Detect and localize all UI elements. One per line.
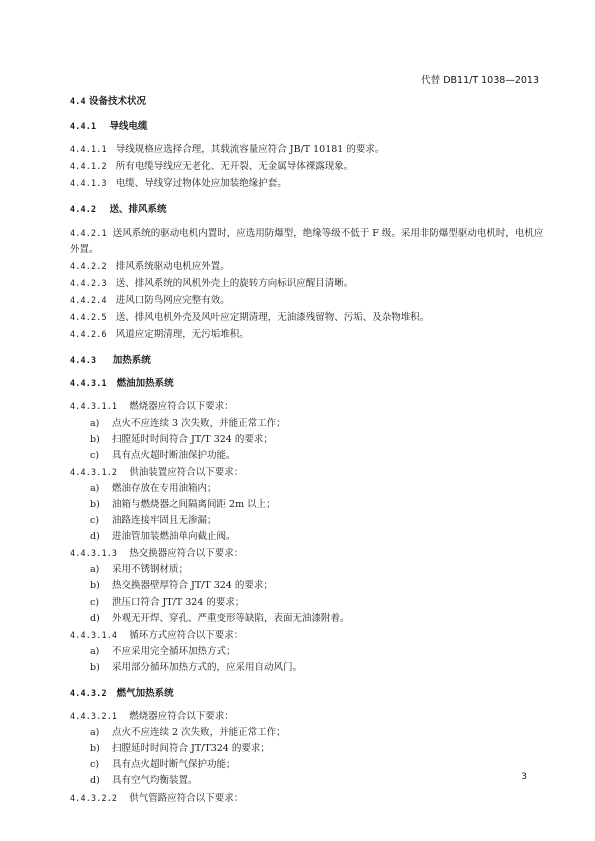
clause-4-4-2-6: 4.4.2.6 风道应定期清理，无污垢堆积。 xyxy=(70,329,249,341)
clause-4-4-3-1-1: 4.4.3.1.1 燃烧器应符合以下要求： xyxy=(70,401,234,413)
list-item: b) 扫膛延时时间符合 JT/T324 的要求； xyxy=(90,743,270,755)
list-item: a) 采用不锈钢材质； xyxy=(90,564,189,576)
list-item: b) 采用部分循环加热方式的，应采用自动风门。 xyxy=(90,661,303,673)
document-code: 代替 DB11/T 1038—2013 xyxy=(421,75,539,86)
clause-4-4-2-2: 4.4.2.2 排风系统驱动电机应外置。 xyxy=(70,260,230,272)
list-item: b) 油箱与燃烧器之间隔离间距 2m 以上； xyxy=(90,498,276,510)
list-item: a) 点火不应连续 3 次失败，并能正常工作； xyxy=(90,417,286,429)
list-item: c) 油路连接牢固且无渗漏； xyxy=(90,515,217,527)
document-body xyxy=(70,93,548,807)
clause-4-4-3-2-2: 4.4.3.2.2 供气管路应符合以下要求： xyxy=(70,792,244,804)
list-item: b) 热交换器壁厚符合 JT/T 324 的要求； xyxy=(90,580,273,592)
clause-4-4-2-4: 4.4.2.4 进风口防鸟网应完整有效。 xyxy=(70,294,230,306)
list-item: c) 具有点火超时断油保护功能。 xyxy=(90,449,236,461)
list-item: a) 点火不应连续 2 次失败，并能正常工作； xyxy=(90,727,286,739)
list-item: d) 外观无开焊、穿孔、严重变形等缺陷，表面无油漆附着。 xyxy=(90,612,350,624)
list-item: c) 泄压口符合 JT/T 324 的要求； xyxy=(90,596,245,608)
heading-4-4-3-2: 4.4.3.2 燃气加热系统 xyxy=(70,688,174,699)
clause-4-4-3-1-2: 4.4.3.1.2 供油装置应符合以下要求： xyxy=(70,466,244,478)
clause-4-4-2-5: 4.4.2.5 送、排风电机外壳及风叶应定期清理，无油漆残留物、污垢、及杂物堆积。 xyxy=(70,312,430,324)
page-number: 3 xyxy=(521,772,527,782)
list-item: d) 进油管加装燃油单向截止阀。 xyxy=(90,531,236,543)
clause-4-4-3-1-4: 4.4.3.1.4 循环方式应符合以下要求： xyxy=(70,629,244,641)
clause-4-4-1-2: 4.4.1.2 所有电缆导线应无老化、无开裂、无金属导体裸露现象。 xyxy=(70,161,354,173)
list-item: d) 具有空气均衡装置。 xyxy=(90,775,198,787)
clause-4-4-3-1-3: 4.4.3.1.3 热交换器应符合以下要求： xyxy=(70,548,244,560)
list-item: a) 不应采用完全循环加热方式； xyxy=(90,645,236,657)
heading-4-4-3: 4.4.3 加热系统 xyxy=(70,355,151,367)
heading-4-4-3-1: 4.4.3.1 燃油加热系统 xyxy=(70,378,174,390)
list-item: a) 燃油存放在专用油箱内； xyxy=(90,482,217,494)
clause-4-4-1-3: 4.4.1.3 电缆、导线穿过物体处应加装绝缘护套。 xyxy=(70,178,287,190)
heading-4-4-2: 4.4.2 送、排风系统 xyxy=(70,204,167,216)
clause-4-4-1-1: 4.4.1.1 导线规格应选择合理，其载流容量应符合 JB/T 10181 的要求。 xyxy=(70,144,385,156)
clause-4-4-2-1: 4.4.2.1 送风系统的驱动电机内置时，应选用防爆型，绝缘等级不低于 F 级。采用非防爆型驱动电机时，电机应外置。 xyxy=(70,227,544,255)
list-item: c) 具有点火超时断气保护功能； xyxy=(90,759,236,771)
list-item: b) 扫膛延时时间符合 JT/T 324 的要求； xyxy=(90,433,273,445)
clause-4-4-3-2-1: 4.4.3.2.1 燃烧器应符合以下要求： xyxy=(70,711,234,723)
clause-4-4-2-3: 4.4.2.3 送、排风系统的风机外壳上的旋转方向标识应醒目清晰。 xyxy=(70,277,354,289)
heading-4-4-1: 4.4.1 导线电缆 xyxy=(70,121,148,133)
heading-4-4: 4.4 设备技术状况 xyxy=(70,96,147,107)
